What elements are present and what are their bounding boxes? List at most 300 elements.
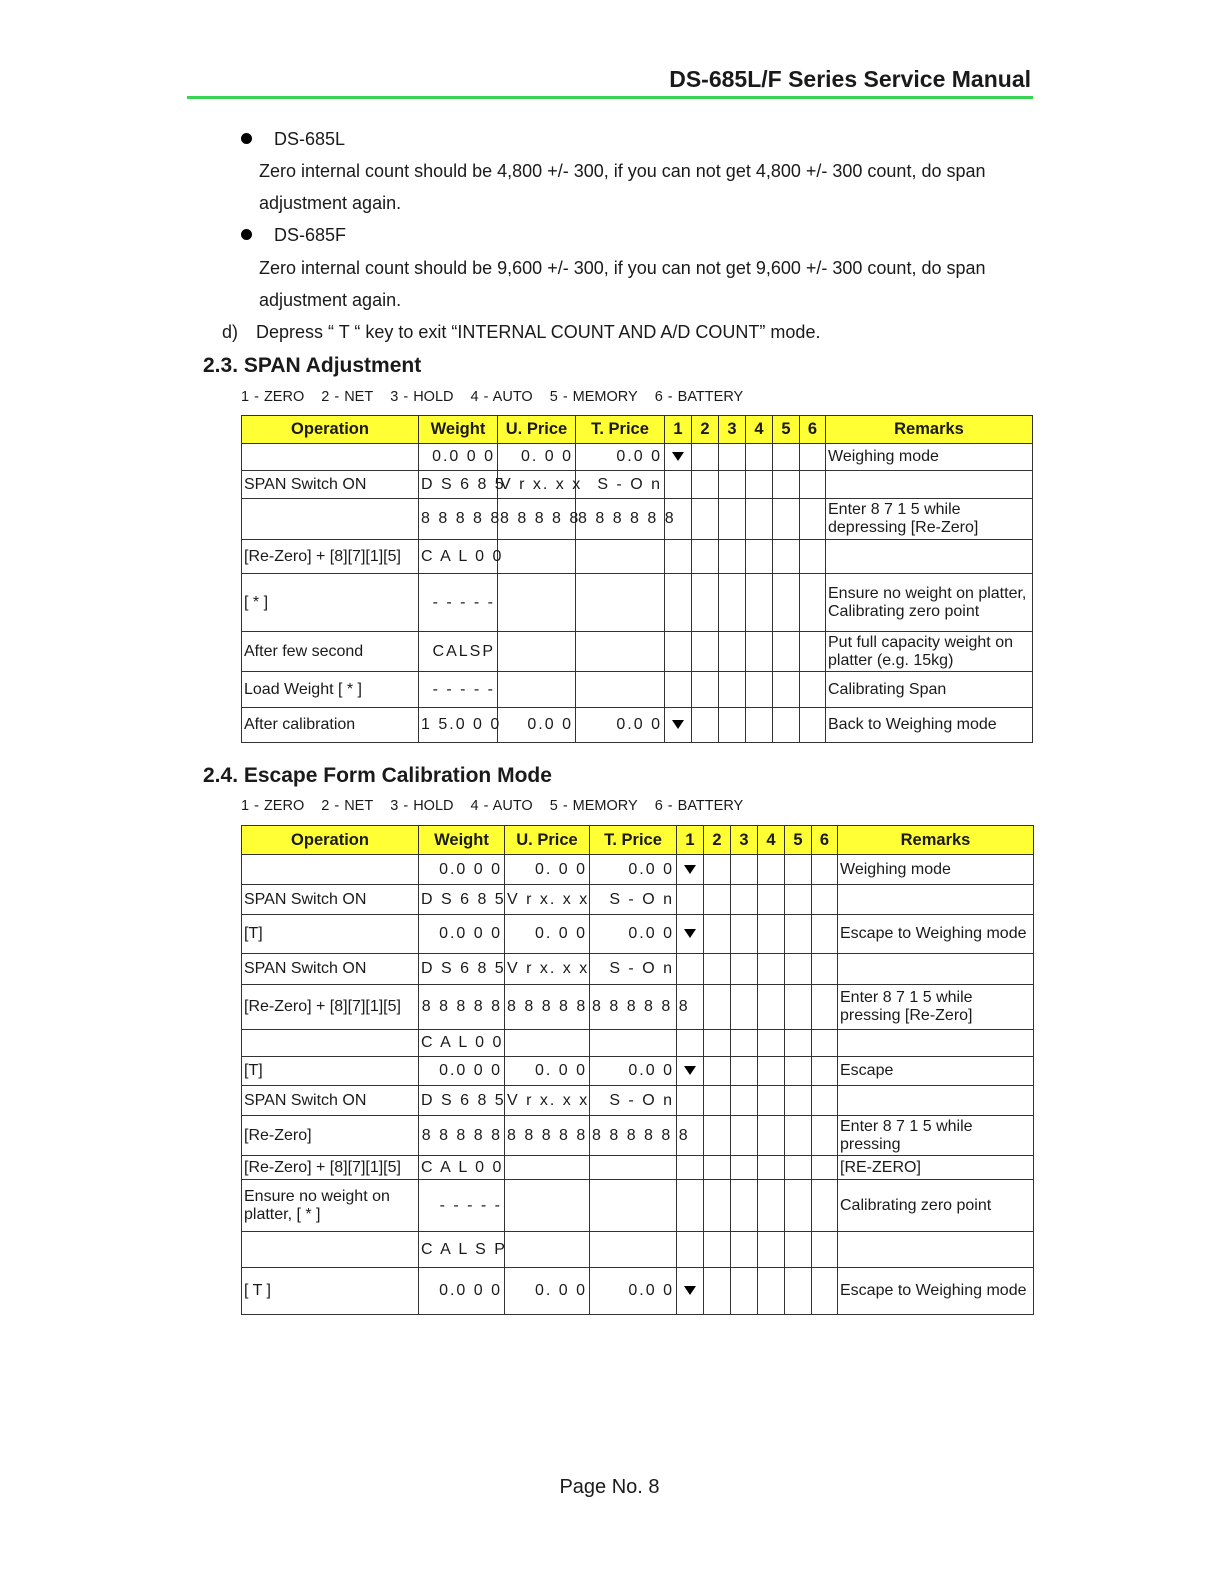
indicator-4-cell [758, 1057, 785, 1086]
indicator-2-cell [704, 1030, 731, 1057]
indicator-6-cell [812, 1030, 838, 1057]
indicator-3-cell [719, 499, 746, 540]
table-row [242, 1156, 1034, 1180]
table-row [242, 885, 1034, 915]
table-header-row [242, 416, 1033, 444]
step-d [222, 322, 820, 343]
remarks-cell [826, 471, 1033, 499]
operation-cell: [Re-Zero] + [8][7][1][5] [242, 985, 419, 1030]
indicator-6-cell [812, 1180, 838, 1232]
column-header: 4 [746, 416, 773, 444]
table-row [242, 985, 1034, 1030]
indicator-3-cell [731, 915, 758, 954]
indicator-2-cell [704, 1116, 731, 1156]
indicator-3-cell [731, 1116, 758, 1156]
indicator-3-cell [719, 632, 746, 672]
indicator-3-cell [731, 985, 758, 1030]
indicator-3-cell [731, 1268, 758, 1315]
indicator-4-cell [746, 444, 773, 471]
indicator-2-cell [704, 1156, 731, 1180]
indicator-6-cell [812, 915, 838, 954]
remarks-cell [838, 1232, 1034, 1268]
indicator-2-cell [692, 499, 719, 540]
weight-cell: D S 6 8 5 [419, 1086, 505, 1116]
indicator-3-cell [719, 574, 746, 632]
indicator-2-cell [704, 885, 731, 915]
unit-price-cell [505, 1180, 590, 1232]
column-header: Weight [419, 416, 498, 444]
indicator-2-cell [692, 632, 719, 672]
unit-price-cell: V r x. x x [505, 954, 590, 985]
total-price-cell: 0.0 0 [590, 855, 677, 885]
indicator-1-cell [665, 444, 692, 471]
remarks-cell: Ensure no weight on platter, Calibrating zero point [826, 574, 1033, 632]
weight-cell: 1 5.0 0 0 [419, 708, 498, 743]
indicator-5-cell [785, 855, 812, 885]
zero-indicator-icon [684, 865, 696, 874]
total-price-cell [590, 1156, 677, 1180]
indicator-5-cell [785, 1116, 812, 1156]
indicator-5-cell [785, 954, 812, 985]
indicator-1-cell [665, 632, 692, 672]
indicator-5-cell [785, 1030, 812, 1057]
column-header: Weight [419, 826, 505, 855]
column-header: U. Price [505, 826, 590, 855]
indicator-6-cell [800, 574, 826, 632]
step-text: Depress “ T “ key to exit “INTERNAL COUNT AND A/D COUNT” mode. [256, 322, 821, 342]
table-row [242, 954, 1034, 985]
indicator-3-cell [731, 1057, 758, 1086]
operation-cell: [T] [242, 915, 419, 954]
remarks-cell: Enter 8 7 1 5 while pressing [838, 1116, 1034, 1156]
remarks-cell [826, 540, 1033, 574]
unit-price-cell: 0. 0 0 [505, 1057, 590, 1086]
unit-price-cell: 8 8 8 8 8 [505, 985, 590, 1030]
indicator-4-cell [758, 855, 785, 885]
operation-cell: [Re-Zero] + [8][7][1][5] [242, 1156, 419, 1180]
column-header: 6 [812, 826, 838, 855]
indicator-2-cell [692, 540, 719, 574]
indicator-3-cell [731, 1232, 758, 1268]
legend-item: 2 - NET [321, 798, 374, 814]
indicator-2-cell [704, 1057, 731, 1086]
operation-cell: [Re-Zero] + [8][7][1][5] [242, 540, 419, 574]
indicator-2-cell [692, 574, 719, 632]
weight-cell: 8 8 8 8 8 [419, 985, 505, 1030]
indicator-3-cell [719, 471, 746, 499]
unit-price-cell [505, 1232, 590, 1268]
total-price-cell: S - O n [590, 954, 677, 985]
unit-price-cell: 8 8 8 8 8 [505, 1116, 590, 1156]
weight-cell: - - - - - [419, 1180, 505, 1232]
unit-price-cell: V r x. x x [505, 1086, 590, 1116]
indicator-1-cell [677, 915, 704, 954]
indicator-3-cell [731, 954, 758, 985]
indicator-2-cell [704, 1180, 731, 1232]
table-row [242, 855, 1034, 885]
indicator-1-cell [677, 885, 704, 915]
indicator-5-cell [785, 1086, 812, 1116]
total-price-cell: 8 8 8 8 8 8 [576, 499, 665, 540]
unit-price-cell [498, 574, 576, 632]
unit-price-cell: 0. 0 0 [505, 1268, 590, 1315]
total-price-cell [576, 574, 665, 632]
indicator-3-cell [731, 855, 758, 885]
table-row [242, 574, 1033, 632]
operation-cell: SPAN Switch ON [242, 1086, 419, 1116]
total-price-cell [576, 632, 665, 672]
indicator-5-cell [773, 444, 800, 471]
indicator-2-cell [692, 672, 719, 708]
bullet-ds685l [241, 129, 345, 150]
bullet-ds685f [241, 225, 346, 246]
weight-cell: D S 6 8 5 [419, 885, 505, 915]
indicator-5-cell [785, 1180, 812, 1232]
operation-cell [242, 499, 419, 540]
remarks-cell [838, 954, 1034, 985]
indicator-6-cell [812, 855, 838, 885]
operation-cell: After few second [242, 632, 419, 672]
column-header: 3 [731, 826, 758, 855]
legend-item: 3 - HOLD [390, 389, 454, 405]
paragraph-ds685l: Zero internal count should be 4,800 +/- 300, if you can not get 4,800 +/- 300 count, do span adjustment again. [259, 161, 986, 213]
indicator-6-cell [812, 885, 838, 915]
remarks-cell: [RE-ZERO] [838, 1156, 1034, 1180]
indicator-4-cell [758, 1232, 785, 1268]
indicator-5-cell [785, 1057, 812, 1086]
indicator-3-cell [731, 885, 758, 915]
indicator-3-cell [731, 1180, 758, 1232]
indicator-4-cell [758, 954, 785, 985]
unit-price-cell: 8 8 8 8 8 [498, 499, 576, 540]
indicator-6-cell [812, 1232, 838, 1268]
remarks-cell [838, 1030, 1034, 1057]
remarks-cell [838, 885, 1034, 915]
indicator-5-cell [785, 1232, 812, 1268]
indicator-4-cell [758, 915, 785, 954]
indicator-6-cell [812, 985, 838, 1030]
indicator-5-cell [773, 499, 800, 540]
legend-item: 1 - ZERO [241, 389, 305, 405]
indicator-4-cell [746, 499, 773, 540]
unit-price-cell: 0. 0 0 [505, 855, 590, 885]
indicator-6-cell [800, 632, 826, 672]
unit-price-cell [505, 1156, 590, 1180]
remarks-cell: Weighing mode [826, 444, 1033, 471]
operation-cell: SPAN Switch ON [242, 471, 419, 499]
operation-cell: After calibration [242, 708, 419, 743]
span-adjustment-table [241, 415, 1033, 743]
indicator-4-cell [758, 1156, 785, 1180]
indicator-5-cell [773, 708, 800, 743]
escape-table-body [242, 855, 1034, 1315]
legend-item: 5 - MEMORY [549, 389, 638, 405]
total-price-cell: S - O n [590, 885, 677, 915]
indicator-6-cell [800, 672, 826, 708]
indicator-2-cell [692, 708, 719, 743]
indicator-4-cell [758, 885, 785, 915]
operation-cell [242, 1232, 419, 1268]
weight-cell: 0.0 0 0 [419, 1057, 505, 1086]
indicator-3-cell [731, 1086, 758, 1116]
indicator-6-cell [800, 708, 826, 743]
total-price-cell [576, 672, 665, 708]
table-row [242, 632, 1033, 672]
unit-price-cell [498, 672, 576, 708]
legend-item: 4 - AUTO [470, 798, 533, 814]
operation-cell: Ensure no weight on platter, [ * ] [242, 1180, 419, 1232]
column-header: U. Price [498, 416, 576, 444]
table-row [242, 1116, 1034, 1156]
total-price-cell: 0.0 0 [576, 708, 665, 743]
operation-cell: [T] [242, 1057, 419, 1086]
unit-price-cell [498, 540, 576, 574]
total-price-cell: S - O n [590, 1086, 677, 1116]
column-header: 1 [665, 416, 692, 444]
remarks-cell: Escape to Weighing mode [838, 1268, 1034, 1315]
operation-cell [242, 444, 419, 471]
remarks-cell: Back to Weighing mode [826, 708, 1033, 743]
indicator-6-cell [812, 1057, 838, 1086]
remarks-cell: Calibrating zero point [838, 1180, 1034, 1232]
operation-cell: [ T ] [242, 1268, 419, 1315]
weight-cell: 0.0 0 0 [419, 1268, 505, 1315]
weight-cell: 8 8 8 8 8 [419, 499, 498, 540]
indicator-1-cell [677, 1156, 704, 1180]
zero-indicator-icon [684, 929, 696, 938]
indicator-1-cell [677, 954, 704, 985]
weight-cell: D S 6 8 5 [419, 954, 505, 985]
total-price-cell [590, 1180, 677, 1232]
indicator-5-cell [773, 632, 800, 672]
indicator-5-cell [785, 1268, 812, 1315]
table-row [242, 1268, 1034, 1315]
remarks-cell: Calibrating Span [826, 672, 1033, 708]
indicator-4-cell [746, 672, 773, 708]
column-header: T. Price [590, 826, 677, 855]
remarks-cell: Escape [838, 1057, 1034, 1086]
indicator-4-cell [758, 1116, 785, 1156]
bullet-label: DS-685F [274, 225, 347, 245]
span-table-body [242, 444, 1033, 743]
column-header: 3 [719, 416, 746, 444]
indicator-4-cell [746, 632, 773, 672]
weight-cell: - - - - - [419, 574, 498, 632]
operation-cell [242, 1030, 419, 1057]
remarks-cell: Put full capacity weight on platter (e.g. 15kg) [826, 632, 1033, 672]
indicator-4-cell [746, 574, 773, 632]
column-header: 4 [758, 826, 785, 855]
column-header: T. Price [576, 416, 665, 444]
total-price-cell: 0.0 0 [576, 444, 665, 471]
legend-item: 2 - NET [321, 389, 374, 405]
remarks-cell: Escape to Weighing mode [838, 915, 1034, 954]
zero-indicator-icon [672, 452, 684, 461]
legend-item: 1 - ZERO [241, 798, 305, 814]
table-header-row [242, 826, 1034, 855]
table-row [242, 1057, 1034, 1086]
weight-cell: 0.0 0 0 [419, 855, 505, 885]
weight-cell: CALSP [419, 632, 498, 672]
indicator-legend-escape [241, 798, 755, 814]
indicator-4-cell [758, 1086, 785, 1116]
indicator-4-cell [758, 1268, 785, 1315]
indicator-1-cell [665, 540, 692, 574]
remarks-cell: Enter 8 7 1 5 while depressing [Re-Zero] [826, 499, 1033, 540]
total-price-cell: 0.0 0 [590, 1057, 677, 1086]
operation-cell: Load Weight [ * ] [242, 672, 419, 708]
bullet-icon [241, 133, 252, 144]
remarks-cell: Weighing mode [838, 855, 1034, 885]
escape-calibration-table [241, 825, 1034, 1315]
indicator-5-cell [785, 985, 812, 1030]
unit-price-cell [498, 632, 576, 672]
column-header: 2 [692, 416, 719, 444]
indicator-5-cell [773, 471, 800, 499]
weight-cell: C A L 0 0 [419, 1156, 505, 1180]
total-price-cell: 0.0 0 [590, 915, 677, 954]
indicator-2-cell [704, 954, 731, 985]
weight-cell: 0.0 0 0 [419, 915, 505, 954]
indicator-4-cell [746, 540, 773, 574]
section-title-escape: 2.4. Escape Form Calibration Mode [203, 764, 552, 787]
total-price-cell: S - O n [576, 471, 665, 499]
legend-item: 6 - BATTERY [654, 798, 744, 814]
indicator-1-cell [677, 1057, 704, 1086]
indicator-2-cell [704, 915, 731, 954]
indicator-2-cell [692, 471, 719, 499]
indicator-1-cell [665, 574, 692, 632]
indicator-5-cell [785, 1156, 812, 1180]
page-header [187, 66, 1033, 99]
indicator-1-cell [677, 1232, 704, 1268]
operation-cell: SPAN Switch ON [242, 885, 419, 915]
indicator-1-cell [677, 855, 704, 885]
legend-item: 4 - AUTO [470, 389, 533, 405]
unit-price-cell [505, 1030, 590, 1057]
remarks-cell: Enter 8 7 1 5 while pressing [Re-Zero] [838, 985, 1034, 1030]
bullet-icon [241, 229, 252, 240]
zero-indicator-icon [672, 720, 684, 729]
table-row [242, 915, 1034, 954]
unit-price-cell: V r x. x x [505, 885, 590, 915]
indicator-5-cell [773, 574, 800, 632]
operation-cell: [ * ] [242, 574, 419, 632]
indicator-1-cell [665, 672, 692, 708]
column-header: 5 [785, 826, 812, 855]
total-price-cell [576, 540, 665, 574]
indicator-6-cell [800, 499, 826, 540]
weight-cell: - - - - - [419, 672, 498, 708]
table-row [242, 540, 1033, 574]
operation-cell [242, 855, 419, 885]
indicator-1-cell [677, 1030, 704, 1057]
legend-item: 5 - MEMORY [549, 798, 638, 814]
indicator-4-cell [758, 1180, 785, 1232]
indicator-legend-span [241, 389, 755, 405]
operation-cell: [Re-Zero] [242, 1116, 419, 1156]
indicator-6-cell [800, 540, 826, 574]
section-title-span: 2.3. SPAN Adjustment [203, 354, 422, 377]
total-price-cell [590, 1030, 677, 1057]
indicator-6-cell [800, 444, 826, 471]
table-row [242, 1086, 1034, 1116]
legend-item: 3 - HOLD [390, 798, 454, 814]
indicator-5-cell [773, 540, 800, 574]
remarks-cell [838, 1086, 1034, 1116]
weight-cell: C A L S P [419, 1232, 505, 1268]
unit-price-cell: V r x. x x [498, 471, 576, 499]
total-price-cell: 8 8 8 8 8 8 [590, 985, 677, 1030]
indicator-6-cell [800, 471, 826, 499]
indicator-3-cell [731, 1030, 758, 1057]
table-row [242, 1030, 1034, 1057]
indicator-3-cell [719, 444, 746, 471]
indicator-4-cell [758, 985, 785, 1030]
indicator-6-cell [812, 1116, 838, 1156]
total-price-cell: 0.0 0 [590, 1268, 677, 1315]
indicator-3-cell [731, 1156, 758, 1180]
page-number: Page No. 8 [559, 1476, 660, 1498]
column-header: Remarks [826, 416, 1033, 444]
indicator-5-cell [785, 915, 812, 954]
weight-cell: C A L 0 0 [419, 540, 498, 574]
column-header: 2 [704, 826, 731, 855]
document-title: DS-685L/F Series Service Manual [669, 66, 1031, 92]
indicator-2-cell [704, 1086, 731, 1116]
indicator-4-cell [746, 708, 773, 743]
unit-price-cell: 0. 0 0 [498, 444, 576, 471]
zero-indicator-icon [684, 1066, 696, 1075]
indicator-4-cell [746, 471, 773, 499]
indicator-1-cell [677, 1180, 704, 1232]
column-header: 6 [800, 416, 826, 444]
weight-cell: C A L 0 0 [419, 1030, 505, 1057]
column-header: 1 [677, 826, 704, 855]
paragraph-ds685f: Zero internal count should be 9,600 +/- 300, if you can not get 9,600 +/- 300 count, do span adjustment again. [259, 258, 986, 310]
total-price-cell [590, 1232, 677, 1268]
indicator-5-cell [785, 885, 812, 915]
table-row [242, 708, 1033, 743]
operation-cell: SPAN Switch ON [242, 954, 419, 985]
table-row [242, 471, 1033, 499]
bullet-label: DS-685L [274, 129, 346, 149]
column-header: Remarks [838, 826, 1034, 855]
column-header: Operation [242, 416, 419, 444]
indicator-1-cell [677, 1268, 704, 1315]
indicator-6-cell [812, 1268, 838, 1315]
weight-cell: 8 8 8 8 8 [419, 1116, 505, 1156]
indicator-6-cell [812, 1156, 838, 1180]
column-header: 5 [773, 416, 800, 444]
indicator-1-cell [665, 471, 692, 499]
indicator-6-cell [812, 1086, 838, 1116]
indicator-2-cell [704, 985, 731, 1030]
table-row [242, 1232, 1034, 1268]
indicator-3-cell [719, 708, 746, 743]
indicator-3-cell [719, 672, 746, 708]
total-price-cell: 8 8 8 8 8 8 [590, 1116, 677, 1156]
indicator-2-cell [704, 855, 731, 885]
indicator-5-cell [773, 672, 800, 708]
step-letter: d) [222, 322, 239, 342]
table-row [242, 499, 1033, 540]
zero-indicator-icon [684, 1286, 696, 1295]
column-header: Operation [242, 826, 419, 855]
unit-price-cell: 0.0 0 [498, 708, 576, 743]
legend-item: 6 - BATTERY [654, 389, 744, 405]
indicator-4-cell [758, 1030, 785, 1057]
